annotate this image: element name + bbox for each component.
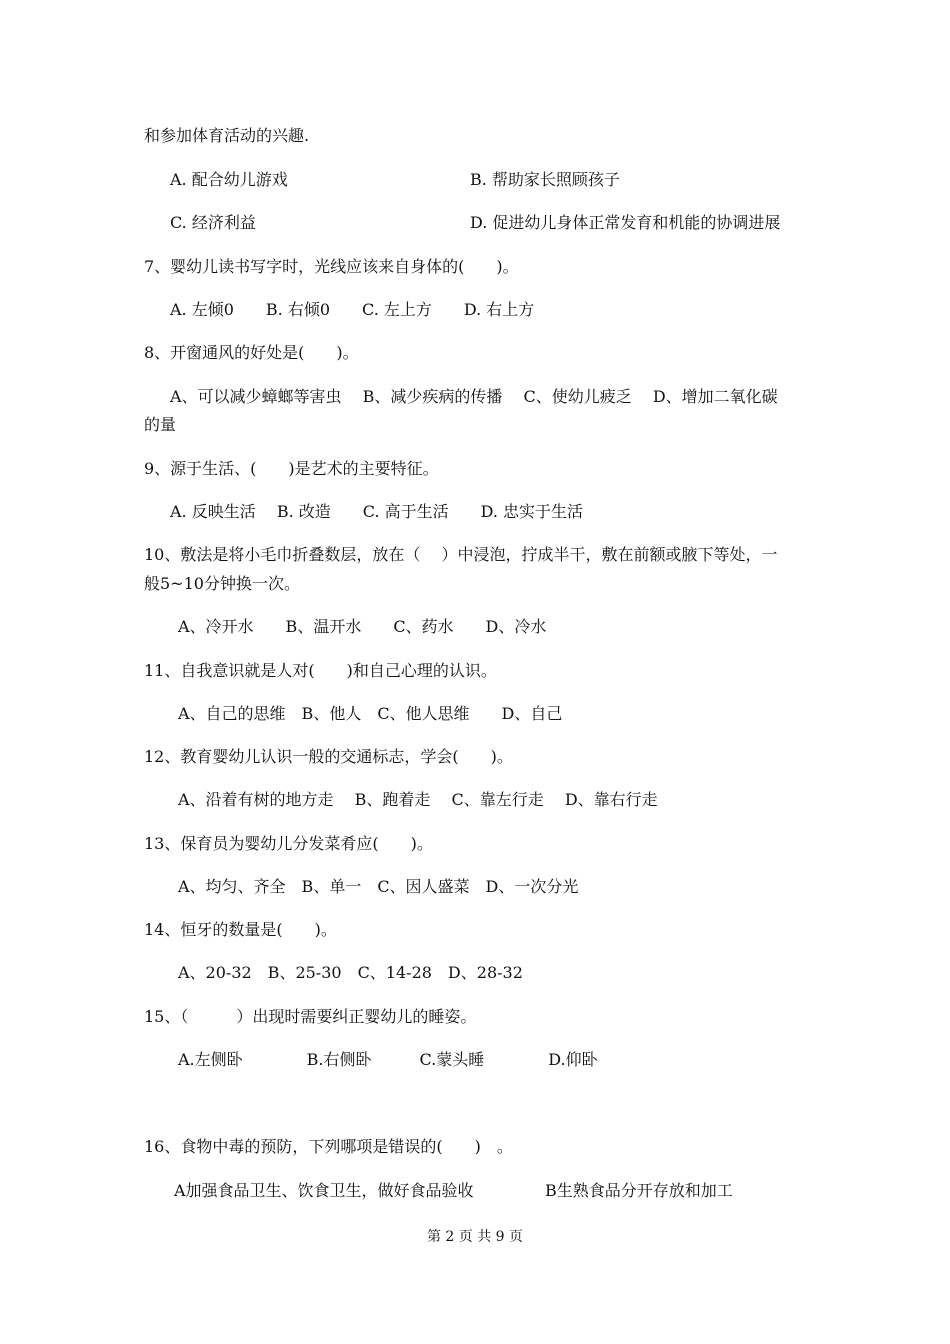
question-11: 11、自我意识就是人对( )和自己心理的认识。	[144, 661, 497, 680]
question-14: 14、恒牙的数量是( )。	[144, 920, 337, 939]
question-15: 15、（ ）出现时需要纠正婴幼儿的睡姿。	[144, 1007, 477, 1026]
question-13: 13、保育员为婴幼儿分发菜肴应( )。	[144, 834, 433, 853]
question-8: 8、开窗通风的好处是( )。	[144, 343, 359, 362]
page-footer: 第 2 页 共 9 页	[426, 1229, 524, 1245]
option-b: B. 帮助家长照顾孩子	[470, 170, 620, 189]
question-16: 16、食物中毒的预防，下列哪项是错误的( ) 。	[144, 1137, 513, 1156]
option-d: D. 促进幼儿身体正常发育和机能的协调进展	[470, 213, 781, 232]
question-7: 7、婴幼儿读书写字时，光线应该来自身体的( )。	[144, 257, 519, 276]
question-15-options: A.左侧卧 B.右侧卧 C.蒙头睡 D.仰卧	[178, 1050, 598, 1069]
question-8-options: A、可以减少蟑螂等害虫 B、减少疾病的传播 C、使幼儿疲乏 D、增加二氧化碳	[170, 387, 778, 406]
question-10: 10、敷法是将小毛巾折叠数层，放在（ ）中浸泡，拧成半干，敷在前额或腋下等处，一	[144, 545, 778, 564]
question-9-options: A. 反映生活 B. 改造 C. 高于生活 D. 忠实于生活	[170, 502, 584, 521]
question-12: 12、教育婴幼儿认识一般的交通标志，学会( )。	[144, 747, 513, 766]
question-7-options: A. 左倾0 B. 右倾0 C. 左上方 D. 右上方	[170, 300, 535, 319]
question-16-option-b: B生熟食品分开存放和加工	[545, 1181, 733, 1200]
question-16-option-a: A加强食品卫生、饮食卫生，做好食品验收	[174, 1181, 474, 1200]
question-13-options: A、均匀、齐全 B、单一 C、因人盛菜 D、一次分光	[178, 877, 579, 896]
question-14-options: A、20-32 B、25-30 C、14-28 D、28-32	[178, 963, 523, 982]
question-9: 9、源于生活、( )是艺术的主要特征。	[144, 459, 439, 478]
question-12-options: A、沿着有树的地方走 B、跑着走 C、靠左行走 D、靠右行走	[178, 790, 658, 809]
question-11-options: A、自己的思维 B、他人 C、他人思维 D、自己	[178, 704, 563, 723]
question-10-cont: 般5~10分钟换一次。	[144, 574, 300, 593]
text-line: 和参加体育活动的兴趣.	[144, 126, 310, 145]
question-8-options-cont: 的量	[144, 415, 177, 434]
option-c: C. 经济利益	[170, 213, 256, 232]
question-10-options: A、冷开水 B、温开水 C、药水 D、冷水	[178, 617, 547, 636]
option-a: A. 配合幼儿游戏	[170, 170, 288, 189]
